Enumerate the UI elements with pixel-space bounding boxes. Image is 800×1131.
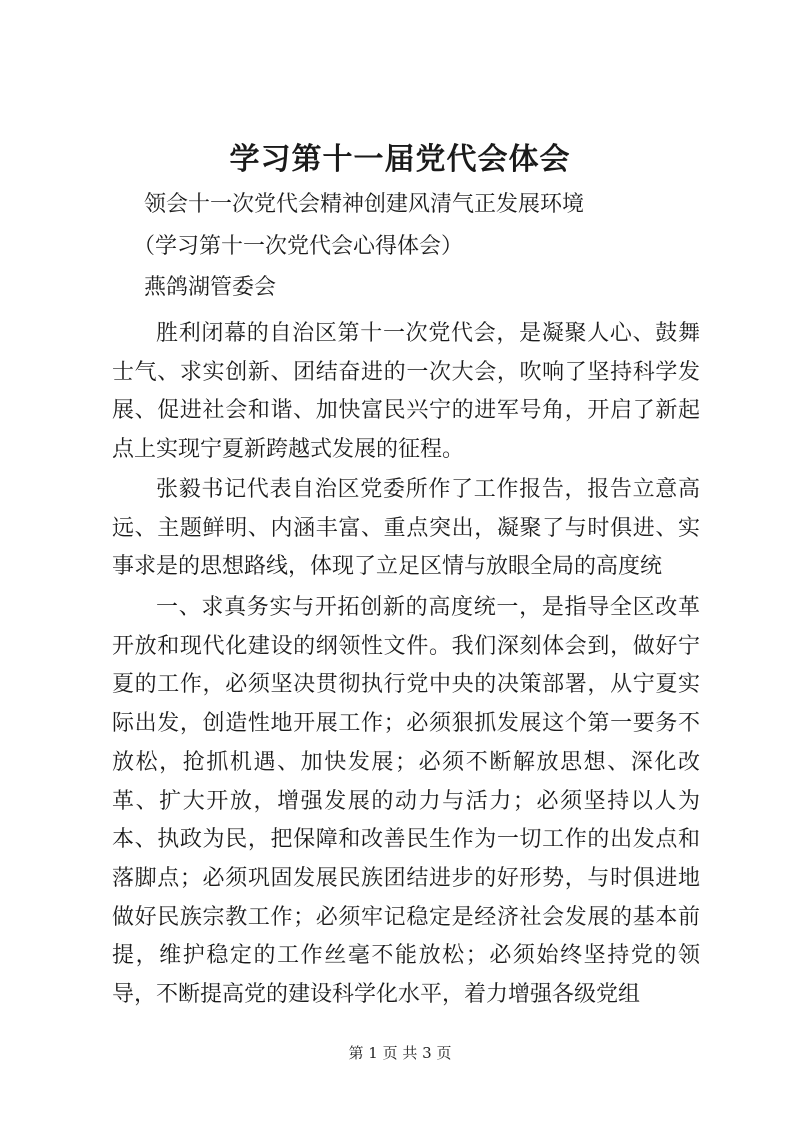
document-subtitle: 领会十一次党代会精神创建风清气正发展环境 xyxy=(144,192,585,217)
document-title: 学习第十一届党代会体会 xyxy=(229,142,571,177)
document-author: 燕鸽湖管委会 xyxy=(144,275,277,300)
paragraph-3: 一、求真务实与开拓创新的高度统一，是指导全区改革开放和现代化建设的纲领性文件。我们深刻体会到，做好宁夏的工作，必须坚决贯彻执行党中央的决策部署，从宁夏实际出发，创造性地开展工作；必须狠抓发展这个第一要务不放松，抢抓机遇、加快发展；必须不断解放思想、深化改革、扩大开放，增强发展的动力与活力；必须坚持以人为本、执政为民，把保障和改善民生作为一切工作的出发点和落脚点；必须巩固发展民族团结进步的好形势，与时俱进地做好民族宗教工作；必须牢记稳定是经济社会发展的基本前提，维护稳定的工作丝毫不能放松；必须始终坚持党的领导，不断提高党的建设科学化水平，着力增强各级党组 xyxy=(112,595,700,1008)
document-subtitle-note: （学习第十一次党代会心得体会） xyxy=(133,234,464,259)
paragraph-2: 张毅书记代表自治区党委所作了工作报告，报告立意高远、主题鲜明、内涵丰富、重点突出，凝聚了与时俱进、实事求是的思想路线，体现了立足区情与放眼全局的高度统 xyxy=(112,477,700,580)
page-footer: 第 1 页 共 3 页 xyxy=(348,1044,452,1062)
paragraph-1: 胜利闭幕的自治区第十一次党代会，是凝聚人心、鼓舞士气、求实创新、团结奋进的一次大会，吹响了坚持科学发展、促进社会和谐、加快富民兴宁的进军号角，开启了新起点上实现宁夏新跨越式发展的征程。 xyxy=(112,321,700,463)
